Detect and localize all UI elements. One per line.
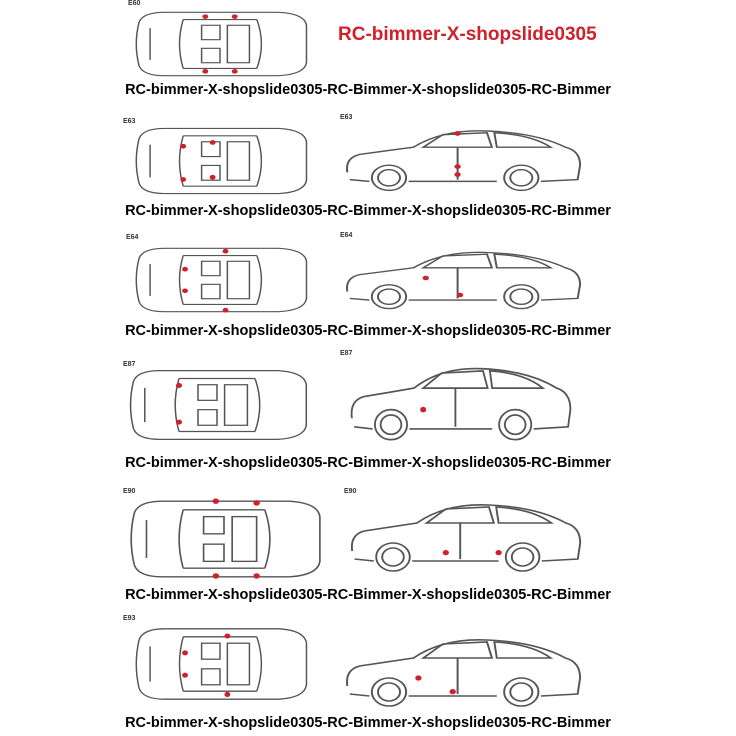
side-view-car-e93 [340, 630, 585, 710]
mount-point-marker [495, 550, 501, 555]
mount-point-marker [213, 498, 220, 504]
mount-point-marker [415, 675, 421, 680]
mount-point-marker [454, 164, 460, 169]
mount-point-marker [253, 500, 260, 506]
top-view-car-e60 [128, 8, 312, 80]
mount-point-marker [202, 69, 208, 74]
mount-point-marker [232, 14, 238, 19]
model-label-e87-top: E87 [123, 361, 136, 368]
mount-point-marker [182, 650, 188, 655]
side-view-car-e90 [345, 495, 585, 575]
mount-point-marker [213, 573, 220, 579]
mount-point-marker [180, 177, 186, 182]
top-view-car-e63 [128, 124, 312, 198]
mount-point-marker [457, 293, 463, 297]
mount-point-marker [210, 140, 216, 145]
caption: RC-bimmer-X-shopslide0305-RC-Bimmer-X-shopslide0305-RC-Bimmer [125, 203, 611, 219]
mount-point-marker [223, 249, 229, 254]
model-label-e87-side: E87 [340, 350, 353, 357]
model-label-e90-top: E90 [123, 488, 136, 495]
mount-point-marker [454, 172, 460, 177]
mount-point-marker [223, 308, 229, 313]
model-label-e64-top: E64 [126, 234, 139, 241]
top-view-car-e64 [128, 244, 312, 316]
mount-point-marker [253, 573, 260, 579]
mount-point-marker [180, 144, 186, 149]
side-view-car-e63 [340, 122, 585, 194]
caption: RC-bimmer-X-shopslide0305-RC-Bimmer-X-shopslide0305-RC-Bimmer [125, 323, 611, 339]
top-view-car-e90 [122, 496, 326, 582]
mount-point-marker [176, 420, 182, 425]
mount-point-marker [182, 288, 188, 293]
mount-point-marker [450, 689, 456, 694]
mount-point-marker [176, 383, 182, 388]
mount-point-marker [202, 14, 208, 19]
side-view-car-e64 [340, 244, 585, 312]
side-view-car-e87 [345, 358, 575, 444]
mount-point-marker [182, 673, 188, 678]
mount-point-marker [423, 276, 429, 280]
caption: RC-bimmer-X-shopslide0305-RC-Bimmer-X-shopslide0305-RC-Bimmer [125, 715, 611, 731]
mount-point-marker [182, 267, 188, 272]
model-label-e64-side: E64 [340, 232, 353, 239]
top-view-car-e87 [122, 366, 312, 444]
mount-point-marker [443, 550, 449, 555]
model-label-e90-side: E90 [344, 488, 357, 495]
caption: RC-bimmer-X-shopslide0305-RC-Bimmer-X-shopslide0305-RC-Bimmer [125, 587, 611, 603]
mount-point-marker [210, 175, 216, 180]
caption: RC-bimmer-X-shopslide0305-RC-Bimmer-X-shopslide0305-RC-Bimmer [125, 82, 611, 98]
mount-point-marker [224, 692, 230, 697]
model-label-e63-side: E63 [340, 114, 353, 121]
top-view-car-e93 [128, 624, 312, 704]
model-label-e93-top: E93 [123, 615, 136, 622]
mount-point-marker [232, 69, 238, 74]
mount-point-marker [224, 633, 230, 638]
model-label-e63-top: E63 [123, 118, 136, 125]
shop-title: RC-bimmer-X-shopslide0305 [338, 24, 597, 45]
mount-point-marker [454, 131, 460, 136]
model-label-e60: E60 [128, 0, 141, 7]
mount-point-marker [420, 407, 426, 413]
caption: RC-bimmer-X-shopslide0305-RC-Bimmer-X-shopslide0305-RC-Bimmer [125, 455, 611, 471]
